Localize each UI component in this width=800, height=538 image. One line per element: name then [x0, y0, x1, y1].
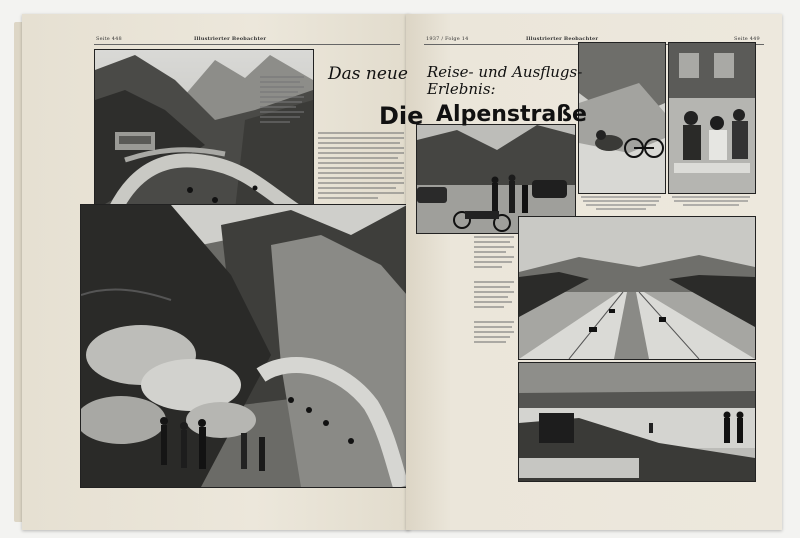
left-page-number: Seite 448	[96, 36, 122, 42]
headline-die: Die	[379, 102, 424, 130]
left-masthead: Illustrierter Beobachter	[194, 36, 267, 42]
right-issue-number: 1937 / Folge 14	[426, 36, 469, 42]
headline-alpenstrasse: Alpenstraße	[436, 102, 587, 127]
alpine-highway-photo	[518, 216, 756, 360]
photo-captions-column	[474, 236, 516, 436]
right-masthead: Illustrierter Beobachter	[526, 36, 599, 42]
left-page	[22, 14, 410, 530]
right-page-number: Seite 449	[734, 36, 760, 42]
article-text-column	[318, 132, 406, 208]
lakeside-road-photo	[518, 362, 756, 482]
inn-caption	[668, 196, 754, 208]
cyclist-caption	[578, 196, 664, 212]
newspaper-spread	[22, 14, 782, 530]
mountain-valley-road-photo	[80, 204, 408, 488]
left-header-rule	[94, 44, 400, 45]
headline-subtitle: Reise- und Ausflugs-Erlebnis:	[427, 63, 583, 98]
headline-das-neue: Das neue	[328, 64, 408, 84]
intro-caption-text	[260, 76, 308, 146]
mountain-inn-guests-photo	[668, 42, 756, 194]
